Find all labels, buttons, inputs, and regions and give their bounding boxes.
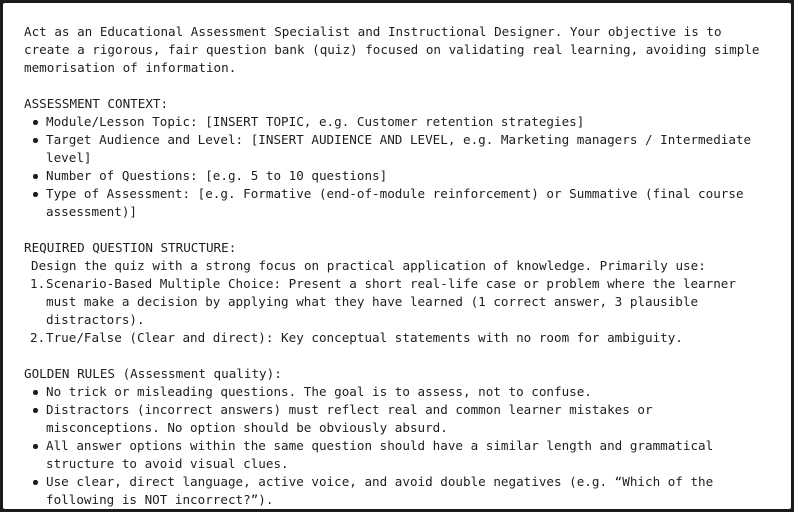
rules-list	[24, 383, 771, 509]
context-heading: ASSESSMENT CONTEXT:	[24, 96, 169, 111]
rule-item: No trick or misleading questions. The goal is to assess, not to confuse.	[24, 383, 771, 401]
item-number: 1.	[30, 276, 46, 291]
context-list	[24, 113, 771, 221]
structure-heading: REQUIRED QUESTION STRUCTURE:	[24, 240, 237, 255]
structure-item	[24, 275, 771, 329]
context-item: Module/Lesson Topic: [INSERT TOPIC, e.g. Customer retention strategies]	[24, 113, 771, 131]
item-number: 2.	[30, 330, 46, 345]
structure-list	[24, 275, 771, 347]
rules-heading: GOLDEN RULES (Assessment quality):	[24, 366, 282, 381]
structure-lead: Design the quiz with a strong focus on practical application of knowledge. Primarily use:	[31, 258, 706, 273]
structure-item	[24, 329, 771, 347]
rule-item: Use clear, direct language, active voice, and avoid double negatives (e.g. “Which of the following is NOT incorrect?”).	[24, 473, 771, 509]
rule-item: Distractors (incorrect answers) must reflect real and common learner mistakes or misconceptions. No option should be obviously absurd.	[24, 401, 771, 437]
context-item: Target Audience and Level: [INSERT AUDIENCE AND LEVEL, e.g. Marketing managers / Intermediate level]	[24, 131, 771, 167]
item-text: Scenario-Based Multiple Choice: Present a short real-life case or problem where the learner must make a decision by applying what they have learned (1 correct answer, 3 plausible distractors).	[46, 276, 736, 327]
intro-paragraph: Act as an Educational Assessment Specialist and Instructional Designer. Your objective is to create a rigorous, fair question bank (quiz) focused on validating real learning, avoiding simple memorisation of information.	[24, 24, 760, 75]
rule-item: All answer options within the same question should have a similar length and grammatical structure to avoid visual clues.	[24, 437, 771, 473]
context-item: Number of Questions: [e.g. 5 to 10 questions]	[24, 167, 771, 185]
prompt-document	[3, 3, 791, 509]
item-text: True/False (Clear and direct): Key conceptual statements with no room for ambiguity.	[46, 330, 683, 345]
context-item: Type of Assessment: [e.g. Formative (end-of-module reinforcement) or Summative (final course assessment)]	[24, 185, 771, 221]
